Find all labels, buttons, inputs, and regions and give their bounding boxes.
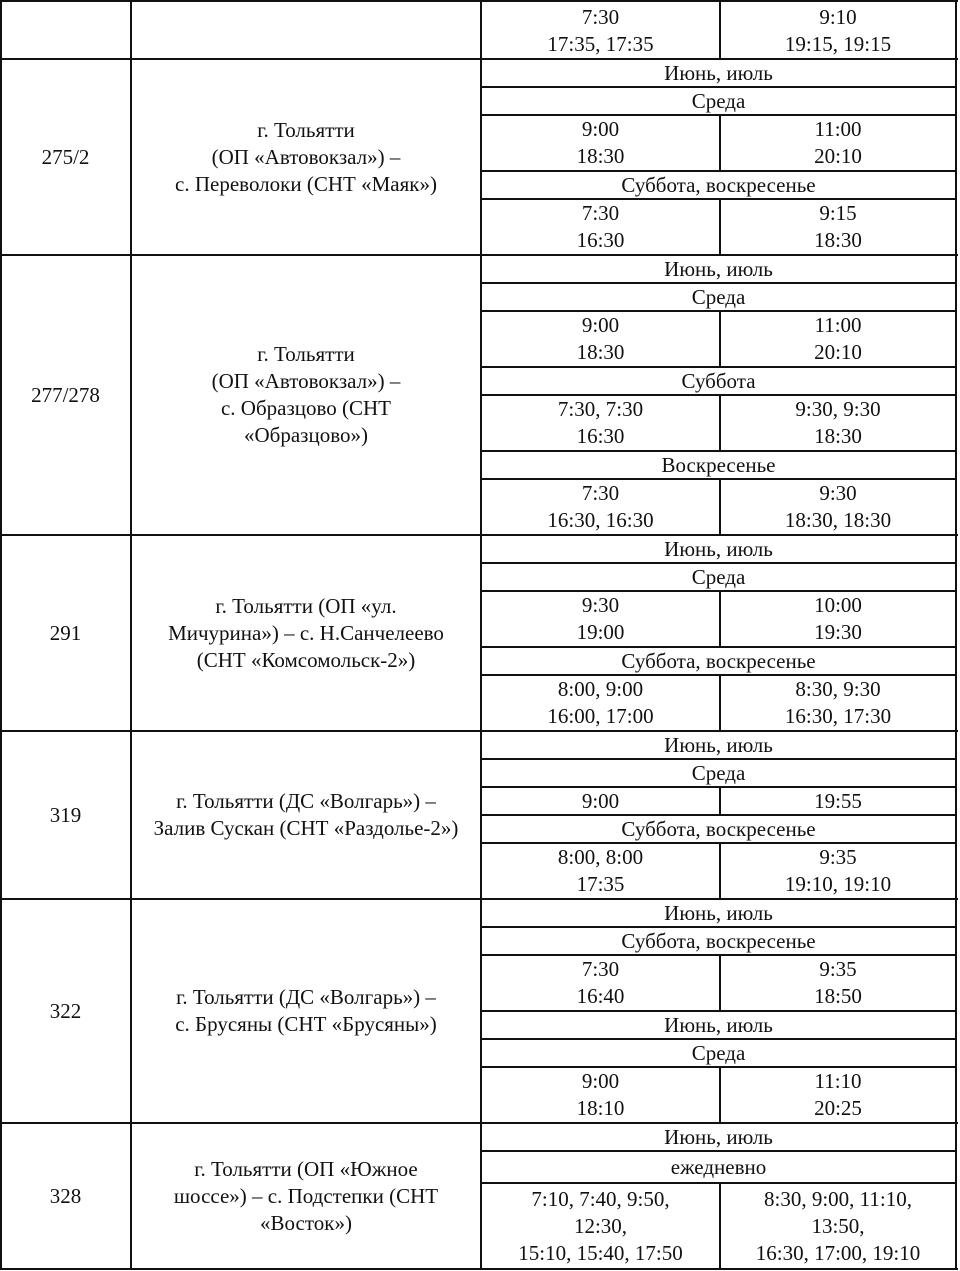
cell-line: 19:55 xyxy=(814,788,862,813)
route-description-text xyxy=(212,341,401,449)
grid-line xyxy=(130,0,132,1270)
cell-line: 7:30 xyxy=(581,201,620,225)
departure-times-forward xyxy=(481,1183,720,1269)
cell-line: г. Тольятти (ДС «Волгарь») – xyxy=(176,985,436,1009)
schedule-day-header xyxy=(481,451,956,479)
departure-times-forward xyxy=(481,955,720,1011)
cell-line: 18:30 xyxy=(576,340,625,364)
departure-times-return xyxy=(720,395,956,451)
cell-line: 7:30 xyxy=(581,957,620,981)
header-text: Июнь, июль xyxy=(664,536,773,561)
schedule-day-header xyxy=(481,283,956,311)
cell-line: 11:00 xyxy=(814,313,862,337)
departure-times-forward xyxy=(481,115,720,171)
cell-line: 16:30, 16:30 xyxy=(547,508,654,532)
schedule-day-header xyxy=(481,731,956,759)
schedule-day-header xyxy=(481,367,956,395)
cell-line: 9:30 xyxy=(581,593,620,617)
departure-times-forward xyxy=(481,395,720,451)
cell-line: Залив Сускан (СНТ «Раздолье-2») xyxy=(153,816,459,840)
schedule-day-header xyxy=(481,171,956,199)
cell-line: 16:30, 17:00, 19:10 xyxy=(755,1240,921,1265)
cell-line: 12:30, xyxy=(573,1213,628,1238)
departure-times-forward xyxy=(481,479,720,535)
departure-times-forward xyxy=(481,311,720,367)
cell-line: с. Переволоки (СНТ «Маяк») xyxy=(175,171,437,196)
route-description xyxy=(131,535,481,731)
departure-times-return xyxy=(720,955,956,1011)
departure-times-forward xyxy=(481,591,720,647)
cell-line: «Восток») xyxy=(260,1210,352,1235)
cell-line: 9:15 xyxy=(819,201,857,225)
departure-times-return xyxy=(720,2,956,59)
cell-line: «Образцово») xyxy=(244,423,368,447)
cell-line: 19:30 xyxy=(814,620,862,644)
grid-line xyxy=(719,395,721,451)
departure-times-forward xyxy=(481,843,720,899)
departure-times-return xyxy=(720,311,956,367)
cell-line: (ОП «Автовокзал») – xyxy=(211,144,401,169)
schedule-day-header xyxy=(481,1151,956,1183)
cell-line: с. Брусяны (СНТ «Брусяны») xyxy=(175,1012,437,1036)
route-description-text xyxy=(154,788,459,842)
cell-line: 19:00 xyxy=(576,620,625,644)
departure-times-forward xyxy=(481,2,720,59)
route-number: 275/2 xyxy=(41,144,90,169)
cell-line: 9:00 xyxy=(581,313,620,337)
schedule-day-header xyxy=(481,59,956,87)
route-description xyxy=(131,1123,481,1269)
departure-times-forward xyxy=(481,675,720,731)
cell-line: г. Тольятти (ДС «Волгарь») – xyxy=(176,789,436,813)
cell-line: 11:10 xyxy=(814,1069,862,1093)
header-text: Суббота, воскресенье xyxy=(621,172,816,197)
cell-line: 7:30 xyxy=(581,4,620,29)
cell-line: 19:15, 19:15 xyxy=(784,31,892,56)
route-description xyxy=(131,731,481,899)
grid-line xyxy=(719,591,721,647)
departure-times-return xyxy=(720,115,956,171)
departure-times-forward xyxy=(481,787,720,815)
schedule-day-header xyxy=(481,255,956,283)
cell-line: 17:35, 17:35 xyxy=(547,31,654,56)
cell-line: 20:10 xyxy=(814,144,862,168)
route-description xyxy=(131,899,481,1123)
cell-line: 8:00, 8:00 xyxy=(557,845,644,869)
grid-line xyxy=(719,675,721,731)
cell-line: 19:10, 19:10 xyxy=(784,872,892,896)
header-text: ежедневно xyxy=(670,1154,767,1179)
cell-line: 17:35 xyxy=(576,872,625,896)
departure-times-forward xyxy=(481,199,720,255)
grid-line xyxy=(719,955,721,1011)
header-text: Суббота xyxy=(681,368,756,393)
grid-line xyxy=(955,0,957,1270)
grid-line xyxy=(719,1183,721,1269)
cell-line: Мичурина») – с. Н.Санчелеево xyxy=(168,620,444,645)
departure-times-return xyxy=(720,591,956,647)
cell-line: г. Тольятти (ОП «Южное xyxy=(194,1156,418,1181)
grid-line xyxy=(719,479,721,535)
grid-line xyxy=(719,843,721,899)
route-description-text xyxy=(168,593,444,674)
cell-line: г. Тольятти xyxy=(257,117,355,142)
cell-line: 9:00 xyxy=(581,788,620,813)
cell-line: 18:10 xyxy=(576,1096,625,1120)
departure-times-return xyxy=(720,479,956,535)
schedule-day-header xyxy=(481,535,956,563)
cell-line: шоссе») – с. Подстепки (СНТ xyxy=(173,1183,439,1208)
cell-line: 8:00, 9:00 xyxy=(557,677,644,701)
route-number: 322 xyxy=(49,998,82,1023)
grid-line xyxy=(480,0,482,1270)
grid-line xyxy=(0,1268,958,1270)
route-number: 328 xyxy=(49,1183,82,1208)
schedule-day-header xyxy=(481,87,956,115)
route-description-text xyxy=(175,117,437,198)
cell-line: 7:10, 7:40, 9:50, xyxy=(531,1186,670,1211)
header-text: Среда xyxy=(691,284,746,309)
route-description xyxy=(131,59,481,255)
header-text: Июнь, июль xyxy=(664,60,773,85)
cell-line: 11:00 xyxy=(814,117,862,141)
cell-line: (СНТ «Комсомольск-2») xyxy=(196,647,416,672)
header-text: Среда xyxy=(691,564,746,589)
cell-line: г. Тольятти (ОП «ул. xyxy=(215,593,397,618)
cell-line: 16:30 xyxy=(576,228,625,252)
cell-line: с. Образцово (СНТ xyxy=(220,396,392,420)
cell-line: 18:30 xyxy=(814,228,862,252)
header-text: Июнь, июль xyxy=(664,732,773,757)
cell-line: 20:10 xyxy=(814,340,862,364)
cell-line: 13:50, xyxy=(811,1213,865,1238)
route-number: 277/278 xyxy=(31,382,100,407)
cell-line: 16:40 xyxy=(576,984,625,1008)
grid-line xyxy=(719,311,721,367)
route-number: 319 xyxy=(49,802,82,827)
departure-times-forward xyxy=(481,1067,720,1123)
cell-line: 16:30 xyxy=(576,424,625,448)
schedule-day-header xyxy=(481,1123,956,1151)
header-text: Воскресенье xyxy=(661,452,776,477)
grid-line xyxy=(719,787,721,815)
route-description xyxy=(131,255,481,535)
departure-times-return xyxy=(720,1067,956,1123)
cell-line: 16:30, 17:30 xyxy=(784,704,892,728)
schedule-day-header xyxy=(481,563,956,591)
grid-line xyxy=(719,1067,721,1123)
header-text: Июнь, июль xyxy=(664,900,773,925)
departure-times-return xyxy=(720,199,956,255)
cell-line: 15:10, 15:40, 17:50 xyxy=(518,1240,683,1265)
header-text: Среда xyxy=(691,1040,746,1065)
cell-line: (ОП «Автовокзал») – xyxy=(211,369,401,393)
cell-line: 16:00, 17:00 xyxy=(547,704,654,728)
cell-line: 10:00 xyxy=(814,593,862,617)
cell-line: 9:30 xyxy=(819,481,857,505)
route-description-text xyxy=(174,1156,438,1237)
header-text: Июнь, июль xyxy=(664,1124,773,1149)
cell-line: 9:00 xyxy=(581,117,620,141)
header-text: Июнь, июль xyxy=(664,256,773,281)
cell-line: 9:35 xyxy=(819,845,857,869)
grid-line xyxy=(719,199,721,255)
cell-line: 20:25 xyxy=(814,1096,862,1120)
cell-line: г. Тольятти xyxy=(257,342,355,366)
header-text: Суббота, воскресенье xyxy=(621,928,816,953)
grid-line xyxy=(0,0,2,1270)
header-text: Среда xyxy=(691,88,746,113)
cell-line: 18:30 xyxy=(814,424,862,448)
cell-line: 8:30, 9:30 xyxy=(795,677,881,701)
cell-line: 9:10 xyxy=(819,4,857,29)
schedule-day-header xyxy=(481,927,956,955)
departure-times-return xyxy=(720,1183,956,1269)
departure-times-return xyxy=(720,787,956,815)
cell-line: 7:30, 7:30 xyxy=(557,397,644,421)
schedule-day-header xyxy=(481,759,956,787)
grid-line xyxy=(719,2,721,59)
departure-times-return xyxy=(720,675,956,731)
cell-line: 8:30, 9:00, 11:10, xyxy=(764,1186,912,1211)
schedule-day-header xyxy=(481,1039,956,1067)
grid-line xyxy=(719,115,721,171)
schedule-day-header xyxy=(481,899,956,927)
cell-line: 9:30, 9:30 xyxy=(795,397,881,421)
schedule-day-header xyxy=(481,647,956,675)
route-description-text xyxy=(175,984,437,1038)
header-text: Суббота, воскресенье xyxy=(621,648,816,673)
route-number xyxy=(0,2,131,59)
route-description xyxy=(131,2,481,59)
route-number: 291 xyxy=(49,620,82,645)
cell-line: 9:00 xyxy=(581,1069,620,1093)
departure-times-return xyxy=(720,843,956,899)
cell-line: 18:50 xyxy=(814,984,862,1008)
cell-line: 18:30, 18:30 xyxy=(784,508,892,532)
header-text: Среда xyxy=(691,760,746,785)
grid-line xyxy=(0,0,958,2)
cell-line: 7:30 xyxy=(581,481,620,505)
schedule-day-header xyxy=(481,1011,956,1039)
header-text: Суббота, воскресенье xyxy=(621,816,816,841)
cell-line: 9:35 xyxy=(819,957,857,981)
schedule-day-header xyxy=(481,815,956,843)
header-text: Июнь, июль xyxy=(664,1012,773,1037)
cell-line: 18:30 xyxy=(576,144,625,168)
